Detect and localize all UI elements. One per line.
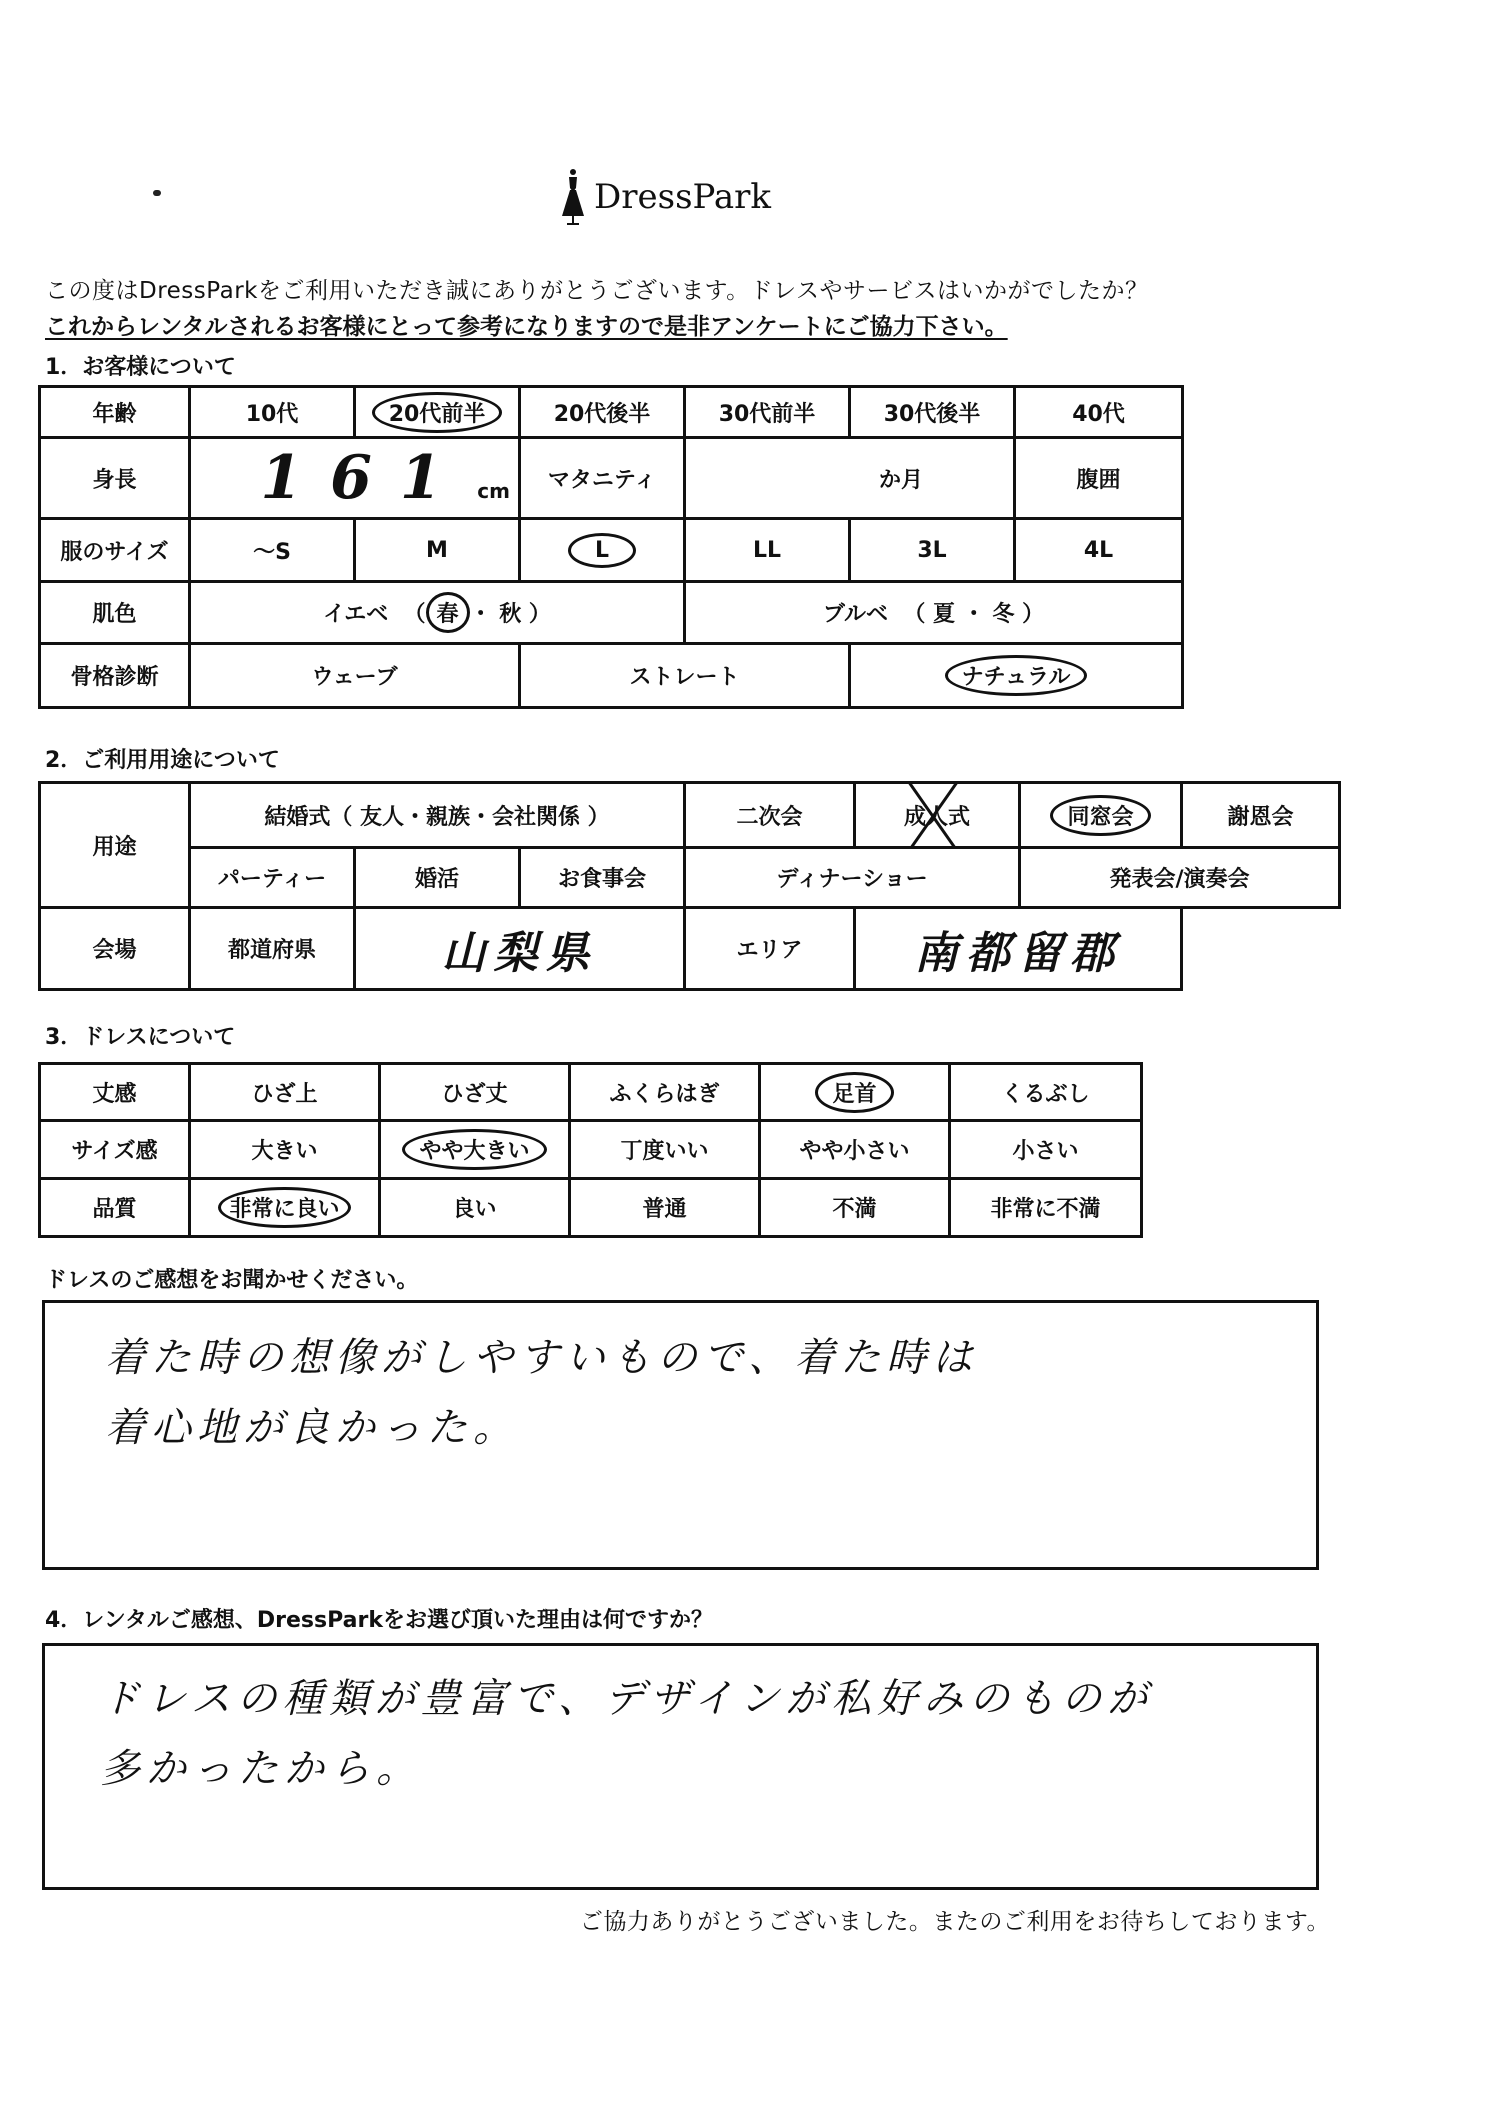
- frame-row: [40, 644, 1183, 708]
- quality-label: 品質: [40, 1179, 190, 1237]
- impressions-line-2: 着心地が良かった。: [105, 1405, 519, 1451]
- yellow-base-label: イエベ: [323, 602, 389, 627]
- frame-option-straight[interactable]: ストレート: [520, 644, 850, 708]
- quality-option-very-good[interactable]: [190, 1179, 380, 1237]
- age-option-early30s[interactable]: 30代前半: [685, 387, 850, 438]
- reason-line-2: 多かったから。: [100, 1746, 422, 1792]
- size-option-3l[interactable]: 3L: [850, 519, 1015, 582]
- selected-circle: 足首: [815, 1072, 893, 1113]
- usage-option-dinner[interactable]: お食事会: [520, 848, 685, 908]
- age-option-late20s[interactable]: 20代後半: [520, 387, 685, 438]
- blue-base-label: ブルベ: [822, 602, 889, 627]
- fit-label: サイズ感: [40, 1121, 190, 1179]
- height-value: 161: [260, 443, 470, 513]
- winter-option: 冬: [992, 602, 1015, 627]
- age-row: [40, 387, 1183, 438]
- fit-option-slightly-small[interactable]: やや小さい: [760, 1121, 950, 1179]
- usage-table: [38, 781, 1341, 991]
- age-option-early20s[interactable]: [355, 387, 520, 438]
- section1-title: 1．お客様について: [45, 355, 236, 380]
- size-label: 服のサイズ: [40, 519, 190, 582]
- usage-option-after-party[interactable]: 二次会: [685, 783, 855, 848]
- usage-option-thanks-party[interactable]: 謝恩会: [1182, 783, 1340, 848]
- length-option-ankle[interactable]: [760, 1064, 950, 1121]
- quality-option-very-unsatisfied[interactable]: 非常に不満: [950, 1179, 1142, 1237]
- venue-row: [40, 908, 1340, 990]
- waist-label: 腹囲: [1015, 438, 1183, 519]
- frame-option-wave[interactable]: ウェーブ: [190, 644, 520, 708]
- usage-option-konkatsu[interactable]: 婚活: [355, 848, 520, 908]
- maternity-months-field[interactable]: [685, 438, 1015, 519]
- dress-table: [38, 1062, 1143, 1238]
- section3-title: 3．ドレスについて: [45, 1025, 236, 1050]
- selected-circle: 20代前半: [372, 392, 503, 433]
- fit-option-small[interactable]: 小さい: [950, 1121, 1142, 1179]
- fit-row: [40, 1121, 1142, 1179]
- prefecture-value: 山梨県: [441, 927, 598, 979]
- usage-row-2: [40, 848, 1340, 908]
- empty-cell: [1182, 908, 1340, 990]
- usage-option-coming-of-age[interactable]: [855, 783, 1020, 848]
- months-label: か月: [878, 467, 923, 493]
- selected-circle: 非常に良い: [218, 1187, 350, 1228]
- age-option-40s[interactable]: 40代: [1015, 387, 1183, 438]
- reason-textarea[interactable]: [42, 1643, 1319, 1890]
- age-option-late30s[interactable]: 30代後半: [850, 387, 1015, 438]
- dresspark-logo: [560, 168, 771, 226]
- summer-option: 夏: [933, 602, 956, 627]
- frame-option-natural[interactable]: [850, 644, 1183, 708]
- length-option-above-knee[interactable]: ひざ上: [190, 1064, 380, 1121]
- logo-text: DressPark: [594, 177, 772, 217]
- dress-icon: [560, 168, 586, 226]
- impressions-line-1: 着た時の想像がしやすいもので、着た時は: [105, 1335, 979, 1381]
- quality-row: [40, 1179, 1142, 1237]
- size-row: [40, 519, 1183, 582]
- scan-speck: [153, 190, 161, 196]
- skin-label: 肌色: [40, 582, 190, 644]
- fit-option-large[interactable]: 大きい: [190, 1121, 380, 1179]
- usage-option-reunion[interactable]: [1020, 783, 1182, 848]
- length-label: 丈感: [40, 1064, 190, 1121]
- closing-message: ご協力ありがとうございました。またのご利用をお待ちしております。: [579, 1909, 1330, 1935]
- height-field[interactable]: [190, 438, 520, 519]
- usage-label: 用途: [40, 783, 190, 908]
- impressions-textarea[interactable]: [42, 1300, 1319, 1570]
- size-option-ll[interactable]: LL: [685, 519, 850, 582]
- fit-option-just-right[interactable]: 丁度いい: [570, 1121, 760, 1179]
- prefecture-label: 都道府県: [190, 908, 355, 990]
- size-option-4l[interactable]: 4L: [1015, 519, 1183, 582]
- venue-label: 会場: [40, 908, 190, 990]
- prefecture-field[interactable]: [355, 908, 685, 990]
- quality-option-normal[interactable]: 普通: [570, 1179, 760, 1237]
- autumn-option: 秋: [499, 602, 522, 627]
- area-value: 南都留郡: [914, 927, 1122, 979]
- usage-option-wedding[interactable]: 結婚式（ 友人・親族・会社関係 ）: [190, 783, 685, 848]
- length-option-calf[interactable]: ふくらはぎ: [570, 1064, 760, 1121]
- impressions-label: ドレスのご感想をお聞かせください。: [45, 1268, 419, 1293]
- size-option-l[interactable]: [520, 519, 685, 582]
- area-label: エリア: [685, 908, 855, 990]
- intro-text: この度はDressParkをご利用いただき誠にありがとうございます。ドレスやサービスはいかがでしたか？: [45, 278, 1149, 304]
- usage-option-dinner-show[interactable]: ディナーショー: [685, 848, 1020, 908]
- usage-option-recital[interactable]: 発表会/演奏会: [1020, 848, 1340, 908]
- selected-circle: 同窓会: [1050, 795, 1150, 836]
- size-option-s[interactable]: ～S: [190, 519, 355, 582]
- customer-table: [38, 385, 1184, 709]
- maternity-label: マタニティ: [520, 438, 685, 519]
- yellow-base-field[interactable]: イエベ （ 春 ・ 秋 ）: [190, 582, 685, 644]
- usage-option-party[interactable]: パーティー: [190, 848, 355, 908]
- age-label: 年齢: [40, 387, 190, 438]
- length-row: [40, 1064, 1142, 1121]
- selected-circle: L: [568, 533, 636, 568]
- height-unit: cm: [477, 479, 510, 503]
- fit-option-slightly-large[interactable]: [380, 1121, 570, 1179]
- crossed-option: 成人式: [904, 800, 970, 831]
- selected-circle: やや大きい: [402, 1129, 546, 1170]
- blue-base-field[interactable]: ブルベ （ 夏 ・ 冬 ）: [685, 582, 1183, 644]
- height-row: [40, 438, 1183, 519]
- size-option-m[interactable]: M: [355, 519, 520, 582]
- frame-label: 骨格診断: [40, 644, 190, 708]
- length-option-anklebone[interactable]: くるぶし: [950, 1064, 1142, 1121]
- length-option-knee[interactable]: ひざ丈: [380, 1064, 570, 1121]
- intro-request-text: これからレンタルされるお客様にとって参考になりますので是非アンケートにご協力下さい。: [45, 314, 1008, 340]
- selected-circle: ナチュラル: [945, 655, 1088, 696]
- section4-title: 4．レンタルご感想、DressParkをお選び頂いた理由は何ですか？: [45, 1608, 713, 1633]
- skin-row: [40, 582, 1183, 644]
- height-label: 身長: [40, 438, 190, 519]
- section2-title: 2．ご利用用途について: [45, 748, 280, 773]
- quality-option-good[interactable]: 良い: [380, 1179, 570, 1237]
- quality-option-unsatisfied[interactable]: 不満: [760, 1179, 950, 1237]
- selected-circle: 春: [426, 592, 470, 633]
- area-field[interactable]: [855, 908, 1182, 990]
- age-option-10s[interactable]: 10代: [190, 387, 355, 438]
- reason-line-1: ドレスの種類が豊富で、デザインが私好みのものが: [100, 1676, 1154, 1722]
- usage-row-1: [40, 783, 1340, 848]
